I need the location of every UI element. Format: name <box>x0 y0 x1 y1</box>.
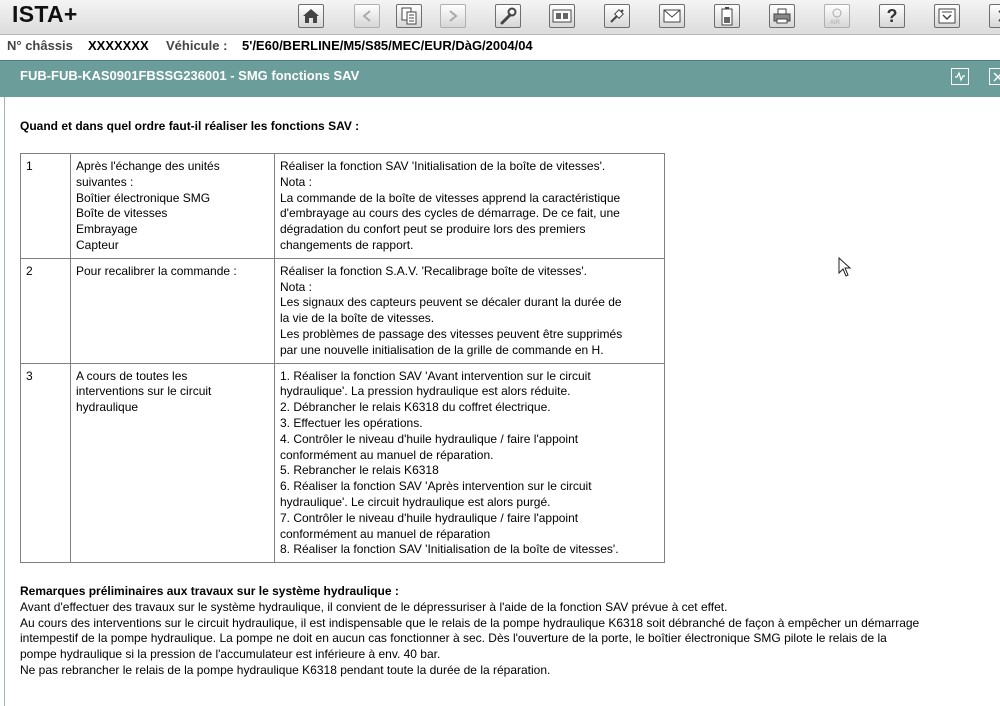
action-line: 2. Débrancher le relais K6318 du coffret électrique. <box>280 400 551 415</box>
document-title: FUB-FUB-KAS0901FBSSG236001 - SMG fonctions SAV <box>20 68 360 83</box>
action-line: Réaliser la fonction S.A.V. 'Recalibrage boîte de vitesses'. <box>280 263 587 278</box>
condition-line: Boîtier électronique SMG <box>76 190 211 205</box>
air-label: AIR <box>830 20 841 26</box>
remarks-line: Au cours des interventions sur le circuit hydraulique, il est indispensable que le relais de la pompe hydraulique K6318 soit débranché de façon à empêcher un démarrage <box>20 615 920 630</box>
arrow-left-icon <box>362 10 372 22</box>
row-condition <box>71 258 275 363</box>
cable-plug-icon <box>608 7 626 25</box>
measure-dropdown-icon <box>938 8 956 24</box>
question-heading: Quand et dans quel ordre faut-il réaliser les fonctions SAV : <box>20 119 360 133</box>
action-line: 4. Contrôler le niveau d'huile hydraulique / faire l'appoint <box>280 431 579 446</box>
next-button[interactable] <box>989 4 1000 28</box>
close-icon <box>993 72 1000 82</box>
action-line: la vie de la boîte de vitesses. <box>280 311 435 326</box>
condition-line: Capteur <box>76 237 119 252</box>
action-line: conformément au manuel de réparation <box>280 526 491 541</box>
remarks-line: Ne pas rebrancher le relais de la pompe hydraulique K6318 pendant toute la durée de la réparation. <box>20 662 551 677</box>
battery-button[interactable] <box>714 4 740 28</box>
document-header <box>0 60 1000 91</box>
row-condition <box>71 363 275 563</box>
action-line: Les problèmes de passage des vitesses peuvent être supprimés <box>280 326 623 341</box>
app-title: ISTA+ <box>12 1 78 27</box>
condition-line: suivantes : <box>76 174 134 189</box>
table-row <box>21 258 665 363</box>
action-line: La commande de la boîte de vitesses apprend la caractéristique <box>280 190 621 205</box>
action-line: d'embrayage au cours des cycles de démarrage. De ce fait, une <box>280 206 620 221</box>
signal-wave-icon <box>954 71 966 82</box>
action-line: changements de rapport. <box>280 237 414 252</box>
condition-line: Pour recalibrer la commande : <box>76 263 237 278</box>
vehicle-info-bar <box>0 35 1000 59</box>
print-button[interactable] <box>769 4 795 28</box>
key-reader-button[interactable] <box>549 4 575 28</box>
help-icon: ? <box>886 6 898 26</box>
help-button[interactable] <box>879 4 905 28</box>
printer-icon <box>773 8 791 24</box>
row-number: 1 <box>21 154 71 259</box>
wrench-icon <box>499 7 517 25</box>
remarks-heading: Remarques préliminaires aux travaux sur le système hydraulique : <box>20 584 399 598</box>
document-content <box>4 97 1000 706</box>
table-row <box>21 154 665 259</box>
remarks-text <box>20 600 995 679</box>
main-toolbar <box>0 0 1000 35</box>
row-number: 3 <box>21 363 71 563</box>
mail-icon <box>663 9 681 23</box>
documents-button[interactable] <box>396 4 422 28</box>
action-line: 7. Contrôler le niveau d'huile hydraulique / faire l'appoint <box>280 510 579 525</box>
air-icon <box>827 6 847 26</box>
condition-line: Boîte de vitesses <box>76 206 168 221</box>
back-button[interactable] <box>354 4 380 28</box>
air-button[interactable] <box>824 4 850 28</box>
remarks-line: intempestif de la pompe hydraulique. La pompe ne doit en aucun cas fonctionner à sec. Dès l'ouverture de la porte, le boîtier électronique SMG pilote le relais de la <box>20 631 887 646</box>
action-line: Réaliser la fonction SAV 'Initialisation de la boîte de vitesses'. <box>280 159 606 173</box>
row-number: 2 <box>21 258 71 363</box>
action-line: 1. Réaliser la fonction SAV 'Avant intervention sur le circuit <box>280 368 591 383</box>
measure-dropdown-button[interactable] <box>934 4 960 28</box>
vehicle-value: 5'/E60/BERLINE/M5/S85/MEC/EUR/DàG/2004/04 <box>242 38 533 53</box>
chassis-label: N° châssis <box>7 38 73 53</box>
row-condition <box>71 154 275 259</box>
action-line: Nota : <box>280 174 313 189</box>
key-reader-icon <box>552 8 572 24</box>
row-action <box>275 154 665 259</box>
mouse-cursor-icon <box>838 257 852 277</box>
row-action <box>275 258 665 363</box>
condition-line: interventions sur le circuit <box>76 384 212 399</box>
action-line: 3. Effectuer les opérations. <box>280 415 423 430</box>
close-document-button[interactable] <box>989 68 1000 85</box>
remarks-section <box>20 584 995 679</box>
chassis-value: XXXXXXX <box>88 38 149 53</box>
action-line: 8. Réaliser la fonction SAV 'Initialisation de la boîte de vitesses'. <box>280 542 619 557</box>
condition-line: Embrayage <box>76 222 138 237</box>
arrow-right-icon <box>448 10 458 22</box>
action-line: conformément au manuel de réparation. <box>280 447 494 462</box>
forward-button[interactable] <box>440 4 466 28</box>
condition-line: hydraulique <box>76 400 139 415</box>
action-line: par une nouvelle initialisation de la grille de commande en H. <box>280 342 604 357</box>
action-line: 5. Rebrancher le relais K6318 <box>280 463 439 478</box>
home-button[interactable] <box>298 4 324 28</box>
battery-icon <box>720 6 734 26</box>
vehicle-label: Véhicule : <box>166 38 228 53</box>
documents-icon <box>400 7 418 25</box>
mail-button[interactable] <box>659 4 685 28</box>
action-line: Nota : <box>280 279 313 294</box>
signal-view-button[interactable] <box>951 68 969 85</box>
action-line: 6. Réaliser la fonction SAV 'Après intervention sur le circuit <box>280 479 592 494</box>
connection-button[interactable] <box>604 4 630 28</box>
action-line: dégradation du confort peut se produire lors des premiers <box>280 222 586 237</box>
sav-functions-table <box>20 153 665 563</box>
action-line: Les signaux des capteurs peuvent se décaler durant la durée de <box>280 295 622 310</box>
action-line: hydraulique'. Le circuit hydraulique est alors purgé. <box>280 494 551 509</box>
condition-line: A cours de toutes les <box>76 368 188 383</box>
remarks-line: Avant d'effectuer des travaux sur le système hydraulique, il convient de le dépressuriser à l'aide de la fonction SAV prévue à cet effet. <box>20 599 728 614</box>
home-icon <box>302 8 320 24</box>
action-line: hydraulique'. La pression hydraulique est alors réduite. <box>280 384 571 399</box>
sav-table-body <box>21 154 665 563</box>
service-functions-button[interactable] <box>495 4 521 28</box>
remarks-line: pompe hydraulique si la pression de l'accumulateur est inférieure à env. 40 bar. <box>20 647 441 662</box>
table-row <box>21 363 665 563</box>
row-action <box>275 363 665 563</box>
condition-line: Après l'échange des unités <box>76 159 220 173</box>
